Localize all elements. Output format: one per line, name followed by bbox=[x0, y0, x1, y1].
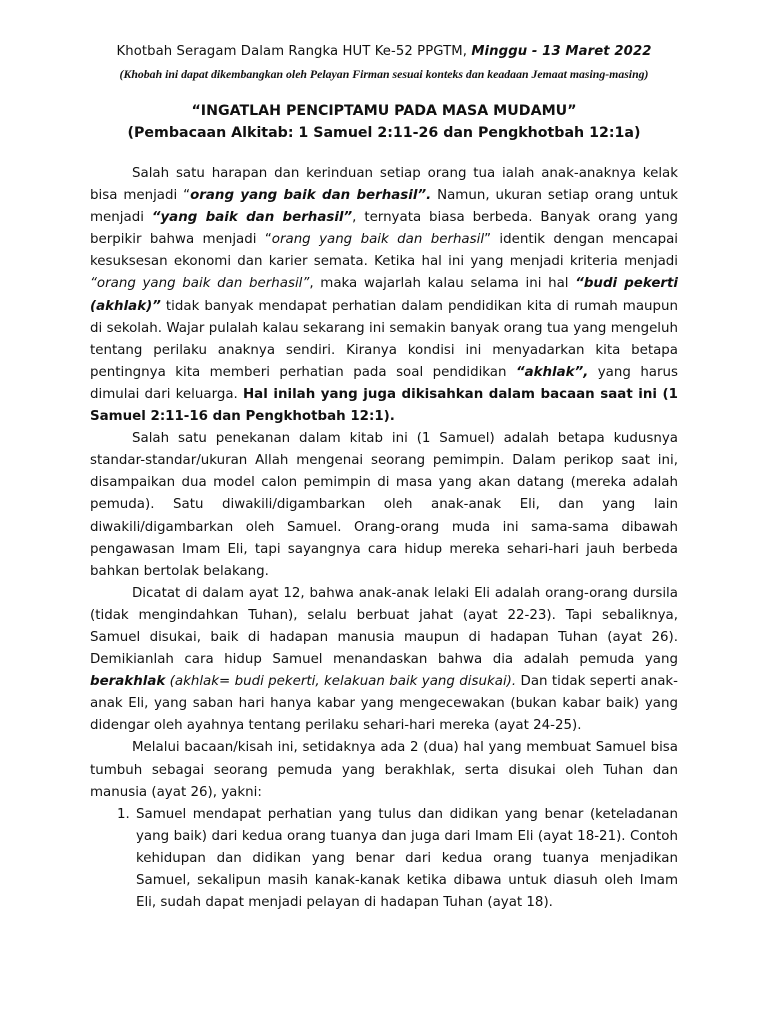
header-note: (Khobah ini dapat dikembangkan oleh Pelayan Firman sesuai konteks dan keadaan Jemaat masing-masing) bbox=[119, 67, 649, 81]
paragraph-4: Melalui bacaan/kisah ini, setidaknya ada 2 (dua) hal yang membuat Samuel bisa tumbuh sebagai seorang pemuda yang berakhlak, serta disukai oleh Tuhan dan manusia (ayat 26), yakni: bbox=[90, 740, 678, 800]
paragraph-2: Salah satu penekanan dalam kitab ini (1 Samuel) adalah betapa kudusnya standar-standar/ukuran Allah mengenai seorang pemimpin. Dalam perikop saat ini, disampaikan dua model calon pemimpin di masa yang akan datang (mereka adalah pemuda). Satu diwakili/digambarkan oleh anak-anak Eli, dan yang lain diwakili/digambarkan oleh Samuel. Orang-orang muda ini sama-sama dibawah pengawasan Imam Eli, tapi sayangnya cara hidup mereka sehari-hari jauh berbeda bahkan bertolak belakang. bbox=[90, 431, 678, 579]
sermon-header bbox=[0, 44, 768, 59]
list-item: 1. Samuel mendapat perhatian yang tulus dan didikan yang benar (keteladanan yang baik) dari kedua orang tuanya dan juga dari Imam Eli (ayat 18-21). Contoh kehidupan dan didikan yang benar dari kedua orang tuanya menjadikan Samuel, sekalipun masih kanak-kanak ketika dibawa untuk diasuh oleh Imam Eli, sudah dapat menjadi pelayan di hadapan Tuhan (ayat 18). bbox=[134, 804, 678, 914]
sermon-title: “INGATLAH PENCIPTAMU PADA MASA MUDAMU” bbox=[191, 103, 577, 119]
paragraph-1: Salah satu harapan dan kerinduan setiap orang tua ialah anak-anaknya kelak bisa menjadi “orang yang baik dan berhasil”. Namun, ukuran setiap orang untuk menjadi “yang baik dan berhasil”, ternyata biasa berbeda. Banyak orang yang berpikir bahwa menjadi “orang yang baik dan berhasil” identik dengan mencapai kesuksesan ekonomi dan karier semata. Ketika hal ini yang menjadi kriteria menjadi “orang yang baik dan berhasil”, maka wajarlah kalau selama ini hal “budi pekerti (akhlak)” tidak banyak mendapat perhatian dalam pendidikan kita di rumah maupun di sekolah. Wajar pulalah kalau sekarang ini semakin banyak orang tua yang mengeluh tentang perilaku anaknya sendiri. Kiranya kondisi ini menyadarkan kita betapa pentingnya kita memberi perhatian pada soal pendidikan “akhlak”, yang harus dimulai dari keluarga. Hal inilah yang juga dikisahkan dalam bacaan saat ini (1 Samuel 2:11-16 dan Pengkhotbah 12:1). bbox=[90, 166, 678, 425]
header-event: Khotbah Seragam Dalam Rangka HUT Ke-52 PPGTM, bbox=[116, 44, 468, 59]
scripture-reading: (Pembacaan Alkitab: 1 Samuel 2:11-26 dan Pengkhotbah 12:1a) bbox=[127, 125, 641, 141]
header-date: Minggu - 13 Maret 2022 bbox=[471, 44, 652, 59]
numbered-list bbox=[90, 804, 678, 914]
sermon-body bbox=[90, 163, 678, 914]
paragraph-3: Dicatat di dalam ayat 12, bahwa anak-anak lelaki Eli adalah orang-orang dursila (tidak mengindahkan Tuhan), selalu berbuat jahat (ayat 22-23). Tapi sebaliknya, Samuel disukai, baik di hadapan manusia maupun di hadapan Tuhan (ayat 26). Demikianlah cara hidup Samuel menandaskan bahwa dia adalah pemuda yang berakhlak (akhlak= budi pekerti, kelakuan baik yang disukai). Dan tidak seperti anak-anak Eli, yang saban hari hanya kabar yang mengecewakan (bukan kabar baik) yang didengar oleh ayahnya tentang perilaku sehari-hari mereka (ayat 24-25). bbox=[90, 585, 678, 734]
